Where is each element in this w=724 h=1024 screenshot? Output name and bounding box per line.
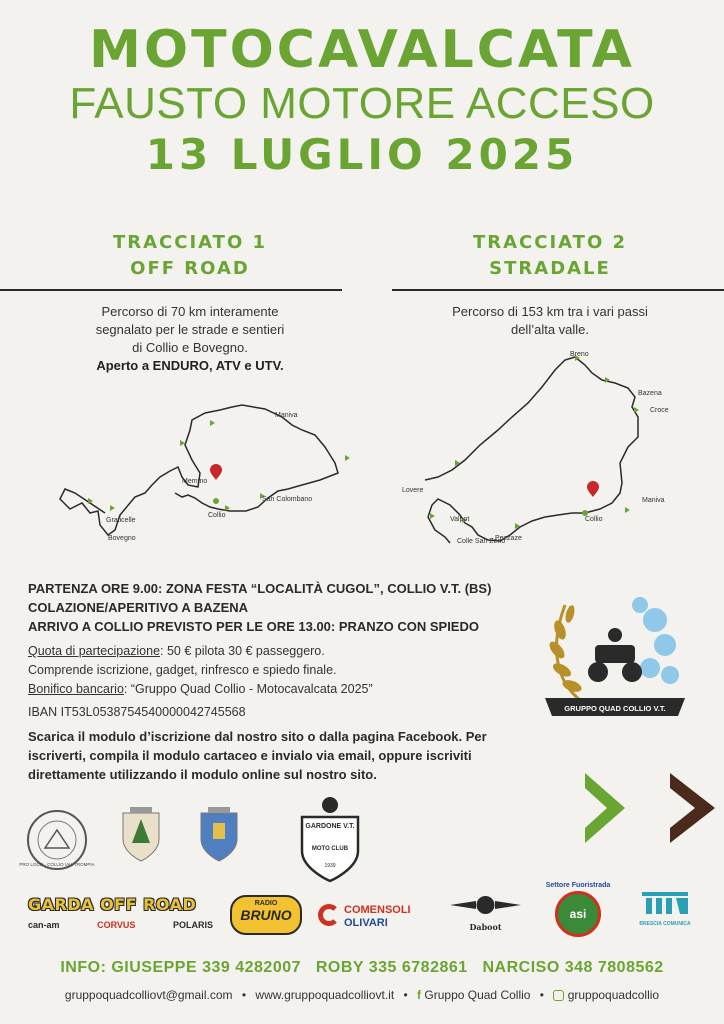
track1-place-label: Maniva bbox=[275, 412, 298, 419]
event-title: MOTOCAVALCATA bbox=[89, 20, 635, 80]
track1-map bbox=[20, 385, 360, 555]
separator: • bbox=[241, 988, 247, 1002]
svg-text:GARDONE V.T.: GARDONE V.T. bbox=[305, 823, 355, 830]
skull-wings-icon bbox=[448, 895, 523, 917]
arrival-info: ARRIVO A COLLIO PREVISTO PER LE ORE 13.00: PRANZO CON SPIEDO bbox=[28, 619, 479, 634]
track2-heading bbox=[400, 230, 700, 282]
quad-icon bbox=[588, 628, 642, 682]
website-link[interactable]: www.gruppoquadcolliovt.it bbox=[255, 988, 395, 1002]
motoclub-gardone-logo bbox=[298, 795, 362, 883]
track2-start-pin-icon bbox=[587, 481, 599, 497]
fee-info: Quota di partecipazione: 50 € pilota 30 € passeggero. bbox=[28, 644, 325, 658]
brescia-comunica-logo: BRESCIA COMUNICA bbox=[633, 890, 697, 932]
garda-brands: can-am CORVUS POLARIS bbox=[28, 920, 213, 930]
start-info: PARTENZA ORE 9.00: ZONA FESTA “LOCALITÀ CUGOL”, COLLIO V.T. (BS) bbox=[28, 581, 492, 596]
track2-place-label: Lovere bbox=[402, 487, 424, 494]
track2-place-label: Pezzaze bbox=[495, 535, 522, 542]
breakfast-info: COLAZIONE/APERITIVO A BAZENA bbox=[28, 600, 249, 615]
track1-divider bbox=[0, 289, 342, 291]
track1-title-line2: OFF ROAD bbox=[130, 258, 250, 279]
proloco-logo bbox=[19, 808, 95, 872]
track1-title-line1: TRACCIATO 1 bbox=[112, 232, 268, 253]
instagram-icon bbox=[553, 990, 564, 1001]
radio-bruno-logo: RADIO BRUNO bbox=[230, 895, 302, 935]
chevron-decoration-icon bbox=[585, 773, 720, 843]
track2-place-label: Breno bbox=[570, 351, 589, 358]
separator: • bbox=[539, 988, 544, 1002]
comensoli-mark-icon bbox=[318, 904, 340, 926]
track1-place-label: San Colombano bbox=[262, 496, 313, 503]
track2-place-label: Bazena bbox=[638, 390, 662, 397]
bovegno-crest-logo bbox=[196, 805, 242, 865]
track2-place-label: Colle San Zeno bbox=[457, 538, 506, 545]
track2-divider bbox=[392, 289, 724, 291]
track2-place-label: Maniva bbox=[642, 497, 665, 504]
footer-links bbox=[0, 988, 724, 1002]
event-date: 13 LUGLIO 2025 bbox=[145, 130, 579, 179]
bank-info: Bonifico bancario: “Gruppo Quad Collio - Motocavalcata 2025” bbox=[28, 682, 373, 696]
track1-heading bbox=[40, 230, 340, 282]
svg-text:MOTO CLUB: MOTO CLUB bbox=[311, 846, 349, 852]
track1-route bbox=[60, 405, 338, 535]
brescia-columns-icon bbox=[640, 890, 690, 916]
daboot-logo: Daboot bbox=[448, 895, 523, 933]
track2-route-arrows bbox=[430, 355, 639, 529]
track2-description: Percorso di 153 km tra i vari passi dell’alta valle. bbox=[452, 304, 648, 337]
iban: IBAN IT53L0538754540000042745568 bbox=[28, 705, 246, 719]
fee-note: Comprende iscrizione, gadget, rinfresco e spiedo finale. bbox=[28, 663, 337, 677]
facebook-icon: f bbox=[417, 988, 422, 1002]
track1-place-label: Collio bbox=[208, 512, 226, 519]
instagram-link[interactable]: gruppoquadcollio bbox=[567, 988, 660, 1002]
contact-phones: INFO: GIUSEPPE 339 4282007 ROBY 335 6782861 NARCISO 348 7808562 bbox=[60, 959, 664, 976]
track2-place-label: Valpot bbox=[450, 516, 470, 523]
facebook-link[interactable]: Gruppo Quad Collio bbox=[424, 988, 531, 1002]
track1-start-pin-icon bbox=[210, 464, 222, 480]
event-subtitle: FAUSTO MOTORE ACCESO bbox=[69, 79, 655, 128]
track2-place-label: Croce bbox=[650, 407, 669, 414]
track1-collio-dot bbox=[213, 498, 219, 504]
comensoli-olivari-logo: COMENSOLI OLIVARI bbox=[318, 902, 428, 930]
track1-place-label: Memmo bbox=[182, 478, 208, 485]
track2-map bbox=[380, 345, 710, 560]
track1-place-label: Graticelle bbox=[106, 517, 136, 524]
track1-description: Percorso di 70 km interamente segnalato per le strade e sentieri di Collio e Bovegno. Aperto a ENDURO, ATV e UTV. bbox=[95, 304, 285, 373]
svg-text:1939: 1939 bbox=[324, 863, 336, 869]
collio-crest-logo bbox=[118, 805, 164, 865]
signup-instructions: Scarica il modulo d’iscrizione dal nostro sito o dalla pagina Facebook. Per iscriverti, compila il modulo cartaceo e invialo via email, oppure iscriviti direttamente utilizzando il modulo online sul nostro sito. bbox=[28, 729, 487, 782]
track1-place-label: Bovegno bbox=[108, 535, 136, 542]
asi-settore-fuoristrada-logo: Settore Fuoristrada asi bbox=[538, 882, 618, 944]
email-link[interactable]: gruppoquadcolliovt@gmail.com bbox=[64, 988, 233, 1002]
club-logo-banner: GRUPPO QUAD COLLIO V.T. bbox=[564, 704, 666, 713]
separator: • bbox=[403, 988, 408, 1002]
motorcycle-icon bbox=[322, 797, 338, 813]
club-logo bbox=[540, 590, 690, 725]
event-info bbox=[28, 579, 508, 722]
track2-title-line1: TRACCIATO 2 bbox=[472, 232, 628, 253]
garda-offroad-logo: GARDA OFF ROAD bbox=[28, 895, 197, 914]
track2-place-label: Collio bbox=[585, 516, 603, 523]
proloco-text: PRO LOCO · COLLIO VAL TROMPIA bbox=[19, 862, 95, 867]
track2-title-line2: STRADALE bbox=[489, 258, 611, 279]
